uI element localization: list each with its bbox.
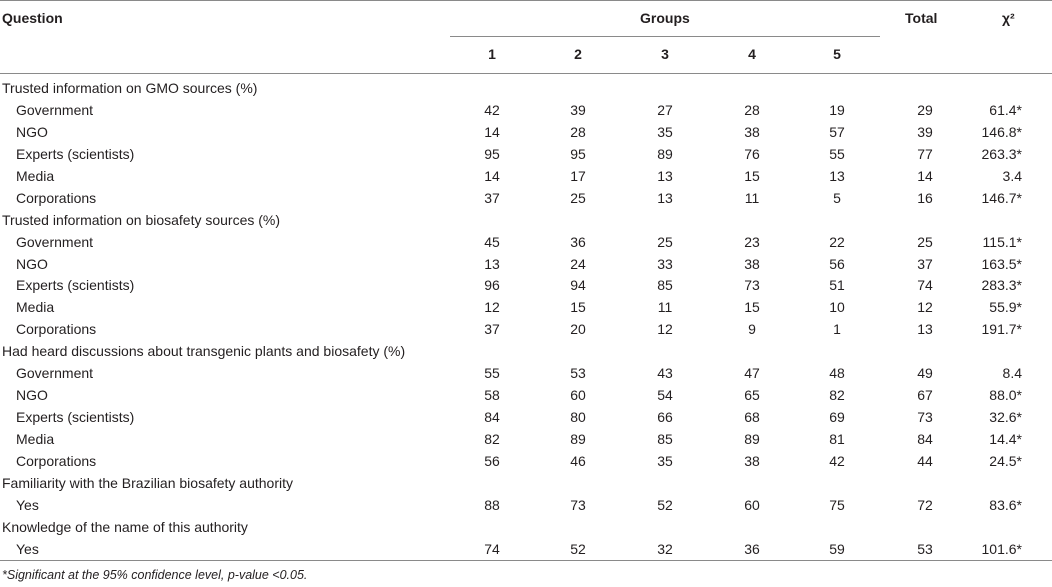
group-4-cell: 23 [744,233,760,250]
chi-square-cell: 146.7* [981,189,1022,206]
row-label: Media [16,299,55,316]
table-row [0,254,1052,276]
table-row [0,275,1052,297]
total-cell: 72 [917,496,933,513]
table-row [0,451,1052,473]
group-3-cell: 52 [657,496,673,513]
header-group-2: 2 [574,46,582,62]
group-4-cell: 47 [744,365,760,382]
group-4-cell: 68 [744,409,760,426]
row-label: Government [16,233,94,250]
section-label: Had heard discussions about transgenic plants and biosafety (%) [2,343,406,360]
table-row [0,144,1052,166]
group-3-cell: 85 [657,277,673,294]
group-1-cell: 84 [484,409,500,426]
total-cell: 73 [917,409,933,426]
row-label: Experts (scientists) [16,145,135,162]
table-row [0,407,1052,429]
group-1-cell: 56 [484,452,500,469]
group-4-cell: 60 [744,496,760,513]
header-group-1: 1 [488,46,496,62]
group-3-cell: 12 [657,321,673,338]
group-1-cell: 37 [484,189,500,206]
group-5-cell: 1 [833,321,841,338]
group-4-cell: 73 [744,277,760,294]
total-cell: 49 [917,365,933,382]
group-4-cell: 38 [744,123,760,140]
table-footnote: *Significant at the 95% confidence level, p-value <0.05. [2,568,308,582]
group-5-cell: 48 [829,365,845,382]
group-2-cell: 95 [570,145,586,162]
chi-square-cell: 14.4* [989,431,1022,447]
group-2-cell: 52 [570,540,586,557]
group-3-cell: 54 [657,387,673,404]
group-2-cell: 73 [570,496,586,513]
table-row [0,319,1052,341]
group-3-cell: 27 [657,101,673,118]
chi-square-cell: 115.1* [982,233,1022,250]
chi-square-cell: 88.0* [989,387,1022,404]
group-1-cell: 14 [484,167,500,184]
group-3-cell: 33 [657,255,673,272]
group-3-cell: 35 [657,123,673,140]
group-1-cell: 96 [484,277,500,294]
group-1-cell: 82 [484,431,500,447]
total-cell: 16 [917,189,933,206]
total-cell: 74 [917,277,933,294]
group-2-cell: 94 [570,277,586,294]
group-5-cell: 5 [833,189,841,206]
table-row [0,363,1052,385]
header-group-4: 4 [748,46,756,62]
header-group-3: 3 [661,46,669,62]
header-chi-square: χ² [1002,10,1015,26]
total-cell: 84 [917,431,933,447]
group-5-cell: 56 [829,255,845,272]
group-4-cell: 38 [744,255,760,272]
group-5-cell: 42 [829,452,845,469]
group-2-cell: 25 [570,189,586,206]
section-header-row [0,517,1052,539]
row-label: Media [16,431,55,447]
group-4-cell: 89 [744,431,760,447]
header-bottom-rule [0,73,1052,74]
group-1-cell: 95 [484,145,500,162]
group-2-cell: 89 [570,431,586,447]
total-cell: 37 [917,255,933,272]
section-label: Knowledge of the name of this authority [2,518,248,535]
group-1-cell: 88 [484,496,500,513]
group-4-cell: 65 [744,387,760,404]
row-label: Government [16,101,94,118]
group-5-cell: 19 [829,101,845,118]
table-row [0,495,1052,517]
header-total: Total [905,10,938,26]
group-5-cell: 10 [829,299,845,316]
chi-square-cell: 32.6* [989,409,1022,426]
group-2-cell: 24 [570,255,586,272]
group-3-cell: 32 [657,540,673,557]
group-1-cell: 37 [484,321,500,338]
chi-square-cell: 24.5* [989,452,1022,469]
group-2-cell: 28 [570,123,586,140]
row-label: Corporations [16,189,97,206]
group-4-cell: 36 [744,540,760,557]
total-cell: 44 [917,452,933,469]
table-row [0,429,1052,451]
group-3-cell: 13 [657,189,673,206]
total-cell: 77 [917,145,933,162]
chi-square-cell: 83.6* [989,496,1022,513]
group-5-cell: 69 [829,409,845,426]
group-2-cell: 36 [570,233,586,250]
group-3-cell: 11 [657,299,673,316]
table-row [0,122,1052,144]
group-2-cell: 39 [570,101,586,118]
header-groups: Groups [640,10,690,26]
group-1-cell: 42 [484,101,500,118]
header-question: Question [2,10,63,26]
row-label: Experts (scientists) [16,277,135,294]
table-row [0,100,1052,122]
group-1-cell: 45 [484,233,500,250]
table-bottom-rule [0,560,1052,561]
group-5-cell: 51 [829,277,845,294]
group-3-cell: 89 [657,145,673,162]
group-5-cell: 13 [829,167,845,184]
table-row [0,166,1052,188]
group-4-cell: 76 [744,145,760,162]
total-cell: 14 [917,167,933,184]
group-3-cell: 35 [657,452,673,469]
total-cell: 53 [917,540,933,557]
group-4-cell: 9 [748,321,756,338]
section-label: Trusted information on biosafety sources (%) [2,211,281,228]
section-header-row [0,78,1052,100]
section-header-row [0,473,1052,495]
group-1-cell: 55 [484,365,500,382]
row-label: Government [16,365,94,382]
group-2-cell: 17 [570,167,586,184]
chi-square-cell: 101.6* [981,540,1022,557]
section-label: Familiarity with the Brazilian biosafety authority [2,474,294,491]
group-2-cell: 53 [570,365,586,382]
row-label: Corporations [16,321,97,338]
group-5-cell: 59 [829,540,845,557]
group-3-cell: 85 [657,431,673,447]
group-3-cell: 13 [657,167,673,184]
group-5-cell: 57 [829,123,845,140]
group-4-cell: 11 [744,189,760,206]
group-5-cell: 82 [829,387,845,404]
total-cell: 12 [917,299,933,316]
row-label: Experts (scientists) [16,409,135,426]
table-row [0,539,1052,561]
group-1-cell: 58 [484,387,500,404]
table-row [0,232,1052,254]
table-row [0,188,1052,210]
chi-square-cell: 3.4 [1002,167,1022,184]
table-top-rule [0,0,1052,1]
section-header-row [0,210,1052,232]
total-cell: 67 [917,387,933,404]
chi-square-cell: 191.7* [981,321,1022,338]
group-2-cell: 15 [570,299,586,316]
group-3-cell: 43 [657,365,673,382]
chi-square-cell: 146.8* [981,123,1022,140]
group-4-cell: 15 [744,167,760,184]
header-group-5: 5 [833,46,841,62]
row-label: Yes [16,540,39,557]
group-5-cell: 22 [829,233,845,250]
section-header-row [0,341,1052,363]
row-label: NGO [16,123,48,140]
group-2-cell: 60 [570,387,586,404]
group-2-cell: 46 [570,452,586,469]
group-3-cell: 66 [657,409,673,426]
total-cell: 13 [917,321,933,338]
group-5-cell: 75 [829,496,845,513]
row-label: NGO [16,387,48,404]
group-4-cell: 28 [744,101,760,118]
group-4-cell: 38 [744,452,760,469]
chi-square-cell: 163.5* [981,255,1022,272]
table-body [0,78,1052,561]
group-2-cell: 80 [570,409,586,426]
row-label: Corporations [16,452,97,469]
row-label: Media [16,167,55,184]
group-3-cell: 25 [657,233,673,250]
group-1-cell: 13 [484,255,500,272]
group-1-cell: 74 [484,540,500,557]
group-1-cell: 12 [484,299,500,316]
group-2-cell: 20 [570,321,586,338]
total-cell: 39 [917,123,933,140]
group-5-cell: 81 [829,431,845,447]
chi-square-cell: 283.3* [981,277,1022,294]
group-1-cell: 14 [484,123,500,140]
total-cell: 29 [917,101,933,118]
row-label: NGO [16,255,48,272]
chi-square-cell: 263.3* [981,145,1022,162]
group-4-cell: 15 [744,299,760,316]
total-cell: 25 [917,233,933,250]
chi-square-cell: 61.4* [989,101,1022,118]
chi-square-cell: 8.4 [1002,365,1022,382]
group-5-cell: 55 [829,145,845,162]
section-label: Trusted information on GMO sources (%) [2,80,258,96]
groups-span-rule [450,36,880,37]
table-row [0,297,1052,319]
chi-square-cell: 55.9* [989,299,1022,316]
row-label: Yes [16,496,39,513]
table-row [0,385,1052,407]
